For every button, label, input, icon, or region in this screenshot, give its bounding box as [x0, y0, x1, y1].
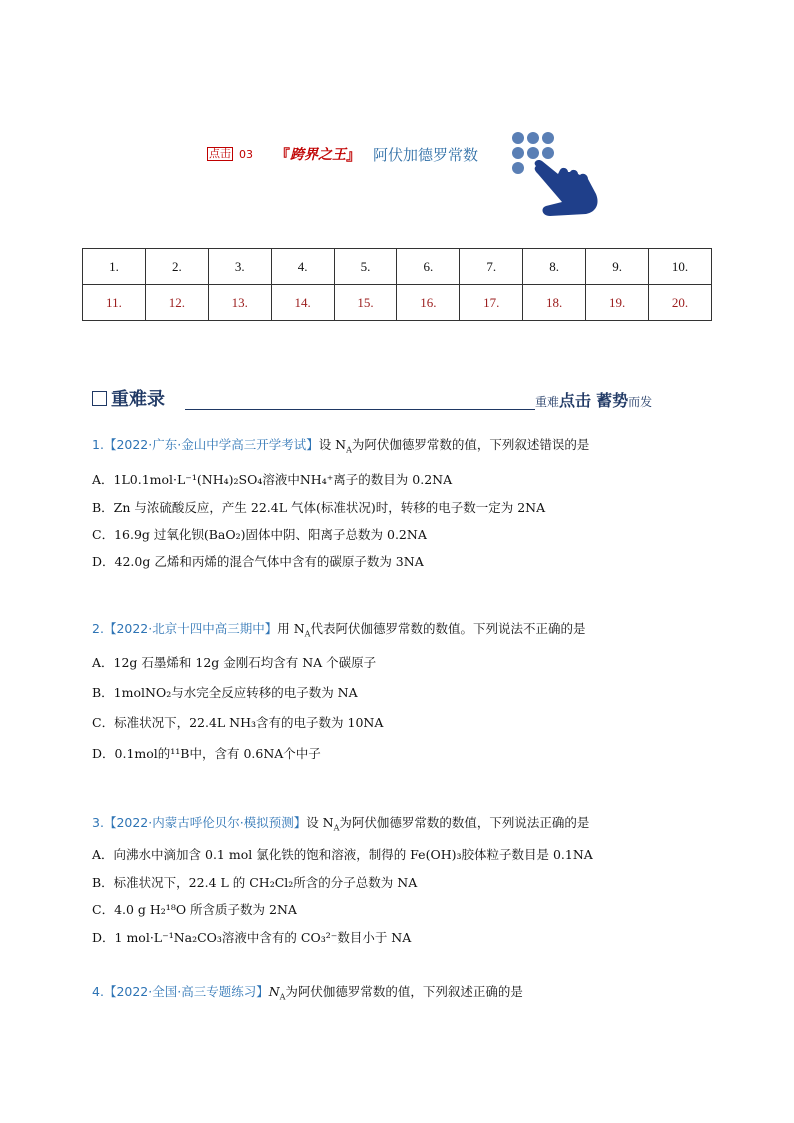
checkbox-square-icon — [92, 391, 107, 406]
option-d[interactable]: D．42.0g 乙烯和丙烯的混合气体中含有的碳原子数为 3NA — [92, 554, 424, 569]
question-3-stem — [92, 815, 589, 831]
answer-cell[interactable]: 3. — [208, 249, 271, 285]
topic-title: 阿伏加德罗常数 — [373, 145, 479, 164]
section-underline — [185, 409, 535, 410]
stem-text: N — [268, 984, 280, 999]
slogan-part: 点击 — [559, 391, 592, 410]
stem-text: 为阿伏伽德罗常数的值，下列叙述正确的是 — [285, 984, 523, 999]
section-title-text: 重难录 — [111, 389, 165, 410]
answer-cell[interactable]: 16. — [397, 285, 460, 321]
option-d[interactable]: D．1 mol·L⁻¹Na₂CO₃溶液中含有的 CO₃²⁻数目小于 NA — [92, 930, 412, 945]
question-source: 【2022·全国·高三专题练习】 — [103, 984, 269, 999]
answer-grid — [82, 248, 712, 321]
question-4-stem — [92, 984, 523, 1000]
answer-cell[interactable]: 8. — [523, 249, 586, 285]
answer-cell[interactable]: 12. — [145, 285, 208, 321]
question-source: 【2022·北京十四中高三期中】 — [103, 621, 278, 636]
question-number: 2. — [92, 621, 104, 636]
stem-sub: A — [333, 823, 340, 833]
answer-cell[interactable]: 13. — [208, 285, 271, 321]
question-source: 【2022·广东·金山中学高三开学考试】 — [103, 437, 319, 452]
stem-sub: A — [346, 445, 352, 455]
badge: 点击 — [209, 147, 231, 160]
stem-sub: A — [304, 629, 311, 639]
slogan-part: 重难 — [535, 395, 560, 409]
stem-text: 为阿伏伽德罗常数的值，下列叙述错误的是 — [351, 437, 590, 452]
question-number: 3. — [92, 815, 104, 830]
answer-cell[interactable]: 6. — [397, 249, 460, 285]
question-number: 1. — [92, 437, 104, 452]
stem-text: 为阿伏伽德罗常数的数值，下列说法正确的是 — [339, 815, 590, 830]
option-b[interactable]: B．Zn 与浓硫酸反应，产生 22.4L 气体(标准状况)时，转移的电子数一定为 2NA — [92, 500, 546, 515]
option-a[interactable]: A．12g 石墨烯和 12g 金刚石均含有 NA 个碳原子 — [92, 655, 377, 670]
option-b[interactable]: B．1molNO₂与水完全反应转移的电子数为 NA — [92, 685, 358, 700]
answer-cell[interactable]: 2. — [145, 249, 208, 285]
option-b[interactable]: B．标准状况下，22.4 L 的 CH₂Cl₂所含的分子总数为 NA — [92, 875, 418, 890]
answer-cell[interactable]: 20. — [649, 285, 712, 321]
question-number: 4. — [92, 984, 104, 999]
question-2-stem — [92, 621, 585, 637]
answer-cell[interactable]: 14. — [271, 285, 334, 321]
section-slogan — [535, 388, 652, 411]
bracket-right: 』 — [346, 145, 362, 164]
slogan-part: 而发 — [628, 395, 653, 409]
pointing-hand-icon — [506, 128, 602, 220]
chapter-number: 03 — [239, 147, 253, 161]
answer-cell[interactable]: 7. — [460, 249, 523, 285]
option-a[interactable]: A．1L0.1mol·L⁻¹(NH₄)₂SO₄溶液中NH₄⁺离子的数目为 0.2NA — [92, 472, 453, 487]
option-c[interactable]: C．标准状况下，22.4L NH₃含有的电子数为 10NA — [92, 715, 384, 730]
question-1-stem — [92, 437, 589, 453]
answer-cell[interactable]: 18. — [523, 285, 586, 321]
slogan-part: 蓄势 — [596, 391, 629, 410]
answer-row-2 — [83, 285, 712, 321]
option-d[interactable]: D．0.1mol的¹¹B中，含有 0.6NA个中子 — [92, 746, 321, 761]
answer-cell[interactable]: 1. — [83, 249, 146, 285]
stem-text: 用 N — [277, 621, 305, 636]
chapter-header — [207, 144, 478, 164]
section-title — [92, 385, 165, 411]
header-red-title: 跨界之王 — [290, 147, 347, 163]
answer-cell[interactable]: 19. — [586, 285, 649, 321]
stem-text: 代表阿伏伽德罗常数的数值。下列说法不正确的是 — [310, 621, 586, 636]
answer-cell[interactable]: 11. — [83, 285, 146, 321]
answer-cell[interactable]: 15. — [334, 285, 397, 321]
bracket-left: 『 — [275, 145, 291, 164]
answer-cell[interactable]: 9. — [586, 249, 649, 285]
answer-cell[interactable]: 4. — [271, 249, 334, 285]
answer-cell[interactable]: 5. — [334, 249, 397, 285]
option-a[interactable]: A．向沸水中滴加含 0.1 mol 氯化铁的饱和溶液，制得的 Fe(OH)₃胶体粒子数目是 0.1NA — [92, 847, 593, 862]
stem-text: 设 N — [318, 437, 347, 452]
option-c[interactable]: C．4.0 g H₂¹⁸O 所含质子数为 2NA — [92, 902, 297, 917]
option-c[interactable]: C．16.9g 过氧化钡(BaO₂)固体中阴、阳离子总数为 0.2NA — [92, 527, 427, 542]
stem-sub: A — [279, 992, 286, 1002]
question-source: 【2022·内蒙古呼伦贝尔·模拟预测】 — [103, 815, 307, 830]
answer-cell[interactable]: 17. — [460, 285, 523, 321]
answer-row-1 — [83, 249, 712, 285]
stem-text: 设 N — [306, 815, 334, 830]
answer-cell[interactable]: 10. — [649, 249, 712, 285]
